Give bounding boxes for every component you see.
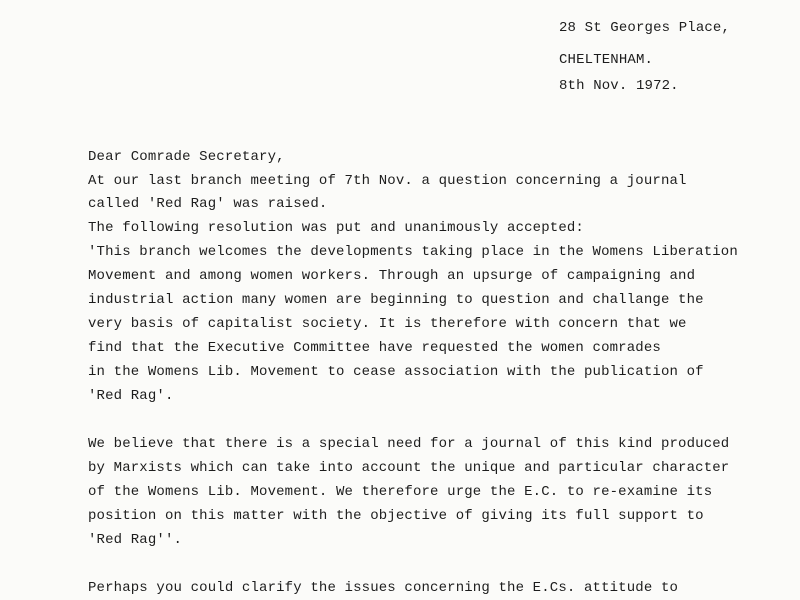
- letter-line-11: We believe that there is a special need for a journal of this kind produced: [88, 436, 730, 452]
- letter-line-6: industrial action many women are beginning to question and challange the: [88, 292, 704, 308]
- letter-line-14: position on this matter with the objective of giving its full support to: [88, 508, 704, 524]
- letter-line-9: in the Womens Lib. Movement to cease association with the publication of: [88, 364, 704, 380]
- sender-town: CHELTENHAM.: [559, 52, 654, 68]
- letter-date: 8th Nov. 1972.: [559, 78, 679, 94]
- letter-line-10: 'Red Rag'.: [88, 388, 174, 404]
- letter-line-15: 'Red Rag''.: [88, 532, 183, 548]
- letter-line-12: by Marxists which can take into account the unique and particular character: [88, 460, 730, 476]
- letter-line-7: very basis of capitalist society. It is therefore with concern that we: [88, 316, 687, 332]
- letter-line-8: find that the Executive Committee have requested the women comrades: [88, 340, 661, 356]
- letter-line-3: The following resolution was put and unanimously accepted:: [88, 220, 584, 236]
- sender-street-address: 28 St Georges Place,: [559, 20, 731, 36]
- letter-line-13: of the Womens Lib. Movement. We therefore urge the E.C. to re-examine its: [88, 484, 713, 500]
- letter-line-2: called 'Red Rag' was raised.: [88, 196, 328, 212]
- letter-line-5: Movement and among women workers. Through an upsurge of campaigning and: [88, 268, 696, 284]
- letter-line-1: At our last branch meeting of 7th Nov. a question concerning a journal: [88, 173, 687, 189]
- salutation: Dear Comrade Secretary,: [88, 149, 285, 165]
- letter-line-4: 'This branch welcomes the developments taking place in the Womens Liberation: [88, 244, 738, 260]
- letter-line-16: Perhaps you could clarify the issues concerning the E.Cs. attitude to: [88, 580, 679, 596]
